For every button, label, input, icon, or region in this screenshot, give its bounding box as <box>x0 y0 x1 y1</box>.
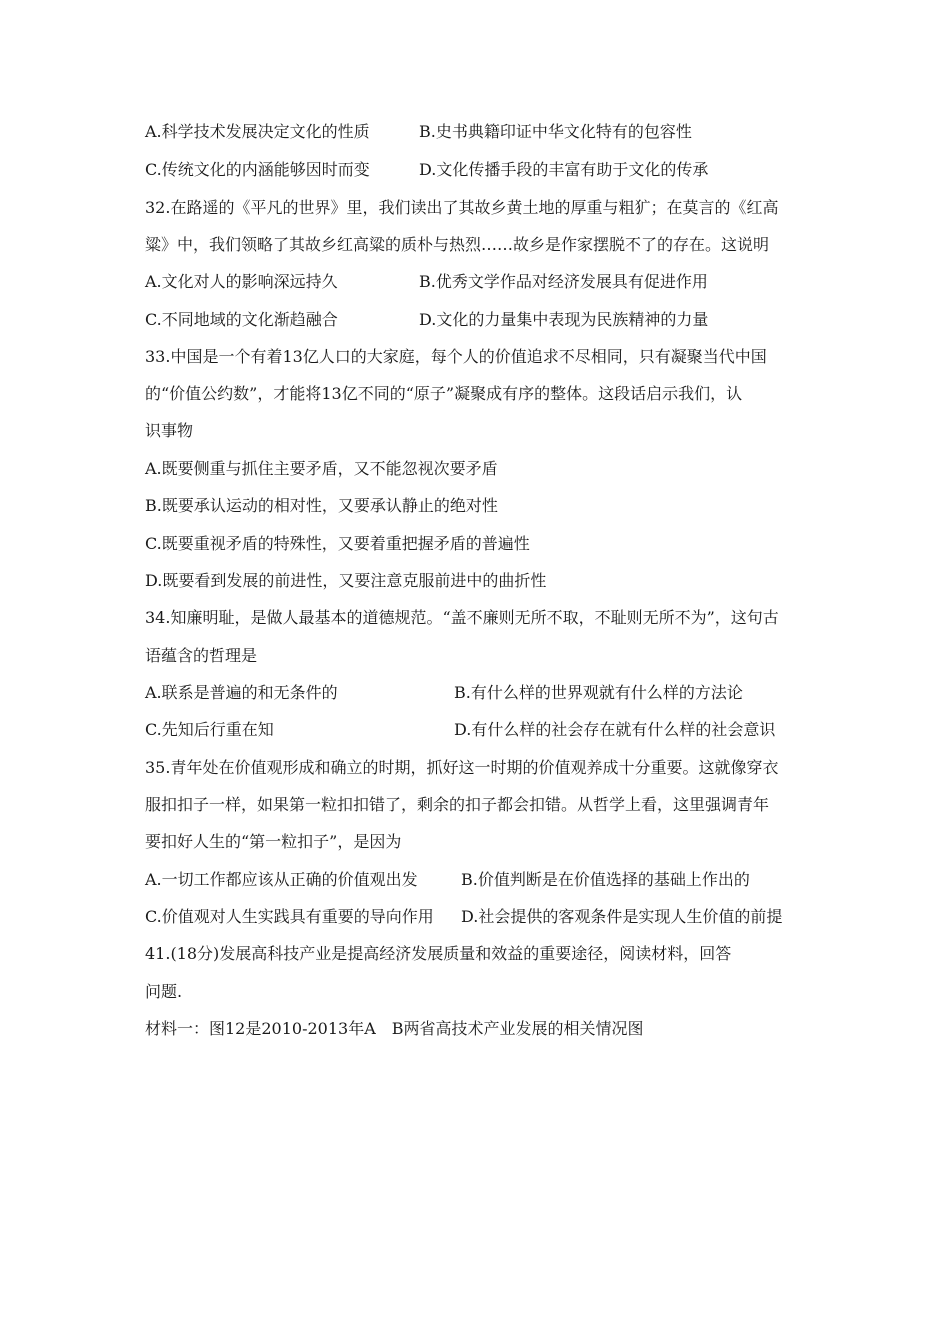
q32-stem-line1: 32.在路遥的《平凡的世界》里，我们读出了其故乡黄土地的厚重与粗犷；在莫言的《红高 <box>145 198 779 217</box>
q32-option-d: D.文化的力量集中表现为民族精神的力量 <box>419 310 709 329</box>
q41-stem-line2: 问题. <box>145 982 183 1001</box>
q35-stem-line3: 要扣好人生的“第一粒扣子”，是因为 <box>145 832 402 851</box>
q32-option-b: B.优秀文学作品对经济发展具有促进作用 <box>419 272 708 291</box>
q33-stem-line2: 的“价值公约数”，才能将13亿不同的“原子”凝聚成有序的整体。这段话启示我们，认 <box>145 384 743 403</box>
q34-option-d: D.有什么样的社会存在就有什么样的社会意识 <box>454 720 776 739</box>
q34-option-c: C.先知后行重在知 <box>145 720 274 739</box>
q34-option-b: B.有什么样的世界观就有什么样的方法论 <box>454 683 743 702</box>
q35-option-d: D.社会提供的客观条件是实现人生价值的前提 <box>461 907 783 926</box>
q34-option-a: A.联系是普遍的和无条件的 <box>145 683 338 702</box>
q33-stem-line3: 识事物 <box>145 421 194 440</box>
q35-option-a: A.一切工作都应该从正确的价值观出发 <box>145 870 418 889</box>
q35-stem-line1: 35.青年处在价值观形成和确立的时期，抓好这一时期的价值观养成十分重要。这就像穿衣 <box>145 758 779 777</box>
q41-stem-line1: 41.(18分)发展高科技产业是提高经济发展质量和效益的重要途径，阅读材料，回答 <box>145 944 732 963</box>
q31-option-d: D.文化传播手段的丰富有助于文化的传承 <box>419 160 709 179</box>
q34-stem-line1: 34.知廉明耻，是做人最基本的道德规范。“盖不廉则无所不取，不耻则无所不为”，这句古 <box>145 608 779 627</box>
q33-stem-line1: 33.中国是一个有着13亿人口的大家庭，每个人的价值追求不尽相同，只有凝聚当代中国 <box>145 347 767 366</box>
q34-stem-line2: 语蕴含的哲理是 <box>145 646 258 665</box>
q31-option-c: C.传统文化的内涵能够因时而变 <box>145 160 370 179</box>
q33-option-b: B.既要承认运动的相对性，又要承认静止的绝对性 <box>145 496 498 515</box>
q33-option-a: A.既要侧重与抓住主要矛盾，又不能忽视次要矛盾 <box>145 459 498 478</box>
q32-option-a: A.文化对人的影响深远持久 <box>145 272 338 291</box>
q33-option-d: D.既要看到发展的前进性，又要注意克服前进中的曲折性 <box>145 571 547 590</box>
q33-option-c: C.既要重视矛盾的特殊性，又要着重把握矛盾的普遍性 <box>145 534 530 553</box>
q35-option-c: C.价值观对人生实践具有重要的导向作用 <box>145 907 434 926</box>
q41-material1: 材料一：图12是2010-2013年A B两省高技术产业发展的相关情况图 <box>145 1019 644 1038</box>
q35-stem-line2: 服扣扣子一样，如果第一粒扣扣错了，剩余的扣子都会扣错。从哲学上看，这里强调青年 <box>145 795 770 814</box>
q32-stem-line2: 粱》中，我们领略了其故乡红高粱的质朴与热烈……故乡是作家摆脱不了的存在。这说明 <box>145 235 770 254</box>
q31-option-b: B.史书典籍印证中华文化特有的包容性 <box>419 122 692 141</box>
q35-option-b: B.价值判断是在价值选择的基础上作出的 <box>461 870 750 889</box>
q32-option-c: C.不同地域的文化渐趋融合 <box>145 310 338 329</box>
q31-option-a: A.科学技术发展决定文化的性质 <box>145 122 370 141</box>
